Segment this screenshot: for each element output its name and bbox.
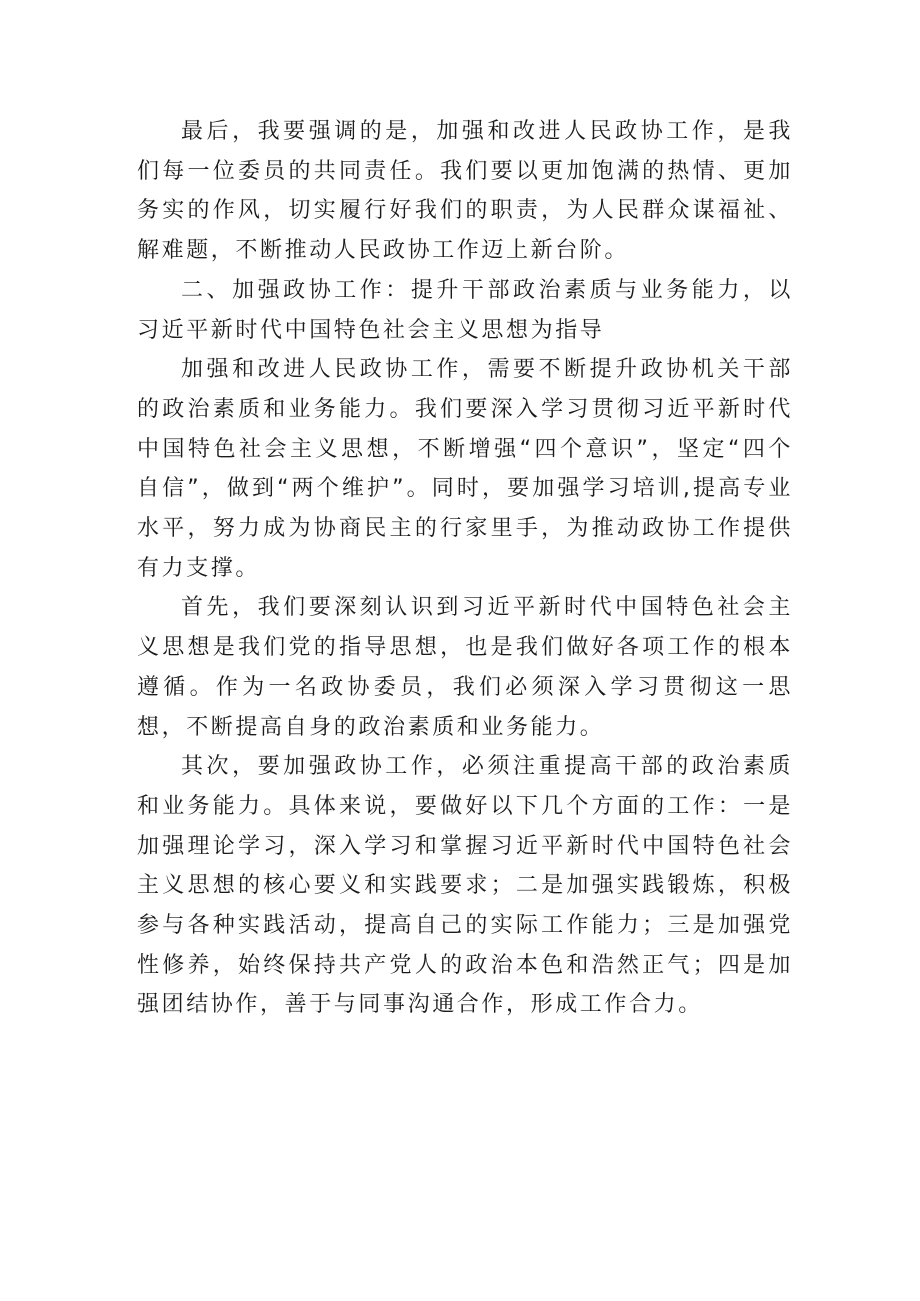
paragraph-first: 首先，我们要深刻认识到习近平新时代中国特色社会主义思想是我们党的指导思想，也是我们做好各项工作的根本遵循。作为一名政协委员，我们必须深入学习贯彻这一思想，不断提高自身的政治素质和业务能力。 xyxy=(137,595,793,740)
section-heading: 二、加强政协工作：提升干部政治素质与业务能力，以习近平新时代中国特色社会主义思想为指导 xyxy=(137,277,793,343)
paragraph-closing-remarks: 最后，我要强调的是，加强和改进人民政协工作，是我们每一位委员的共同责任。我们要以更加饱满的热情、更加务实的作风，切实履行好我们的职责，为人民群众谋福祉、解难题，不断推动人民政协工作迈上新台阶。 xyxy=(137,119,793,264)
document-body xyxy=(137,112,793,1025)
paragraph-second: 其次，要加强政协工作，必须注重提高干部的政治素质和业务能力。具体来说，要做好以下几个方面的工作：一是加强理论学习，深入学习和掌握习近平新时代中国特色社会主义思想的核心要义和实践要求；二是加强实践锻炼，积极参与各种实践活动，提高自己的实际工作能力；三是加强党性修养，始终保持共产党人的政治本色和浩然正气；四是加强团结协作，善于与同事沟通合作，形成工作合力。 xyxy=(137,754,793,1018)
paragraph-improve-cadre-quality: 加强和改进人民政协工作，需要不断提升政协机关干部的政治素质和业务能力。我们要深入学习贯彻习近平新时代中国特色社会主义思想，不断增强“四个意识”，坚定“四个自信”，做到“两个维护”。同时，要加强学习培训,提高专业水平，努力成为协商民主的行家里手，为推动政协工作提供有力支撑。 xyxy=(137,357,793,581)
